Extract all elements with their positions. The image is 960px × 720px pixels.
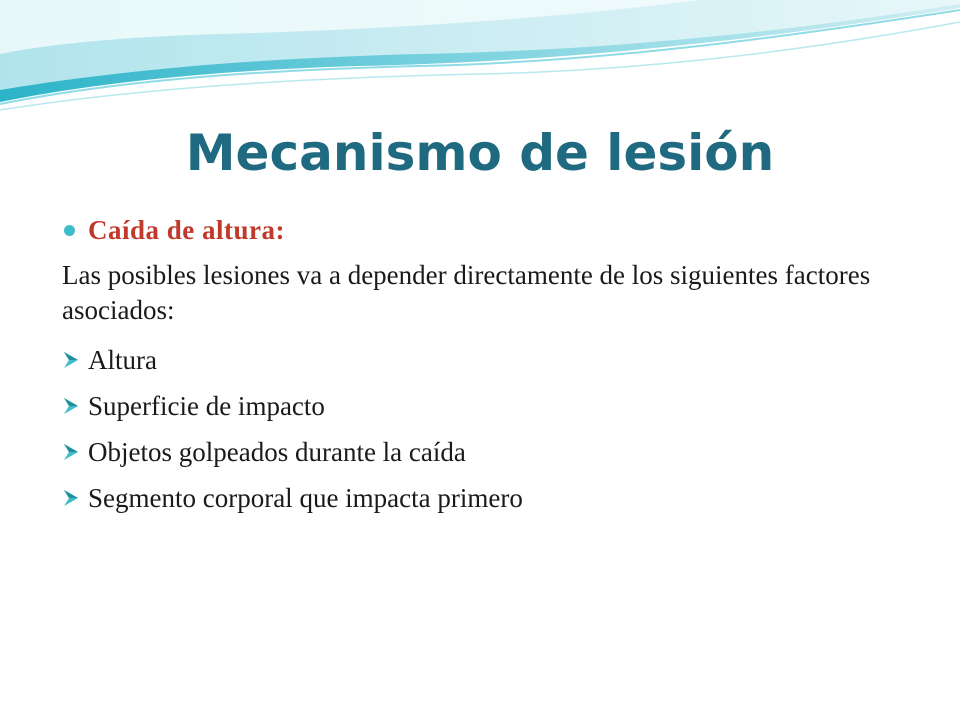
decorative-wave-banner [0,0,960,115]
factor-label: Altura [88,344,157,375]
body-paragraph: Las posibles lesiones va a depender directamente de los siguientes factores asociados: [62,260,871,325]
list-item [62,337,922,383]
factor-label: Segmento corporal que impacta primero [88,482,523,513]
arrow-bullet-icon [62,396,80,416]
factor-label: Objetos golpeados durante la caída [88,436,466,467]
filled-circle-bullet-icon [64,225,75,236]
slide-content [62,210,922,521]
list-item [62,475,922,521]
factor-label: Superficie de impacto [88,390,325,421]
bullet-heading-row [62,210,922,250]
bullet-heading: Caída de altura: [88,214,285,245]
factor-list [62,337,922,521]
list-item [62,383,922,429]
list-item [62,429,922,475]
slide-title: Mecanismo de lesión [185,124,775,182]
arrow-bullet-icon [62,350,80,370]
arrow-bullet-icon [62,442,80,462]
arrow-bullet-icon [62,488,80,508]
